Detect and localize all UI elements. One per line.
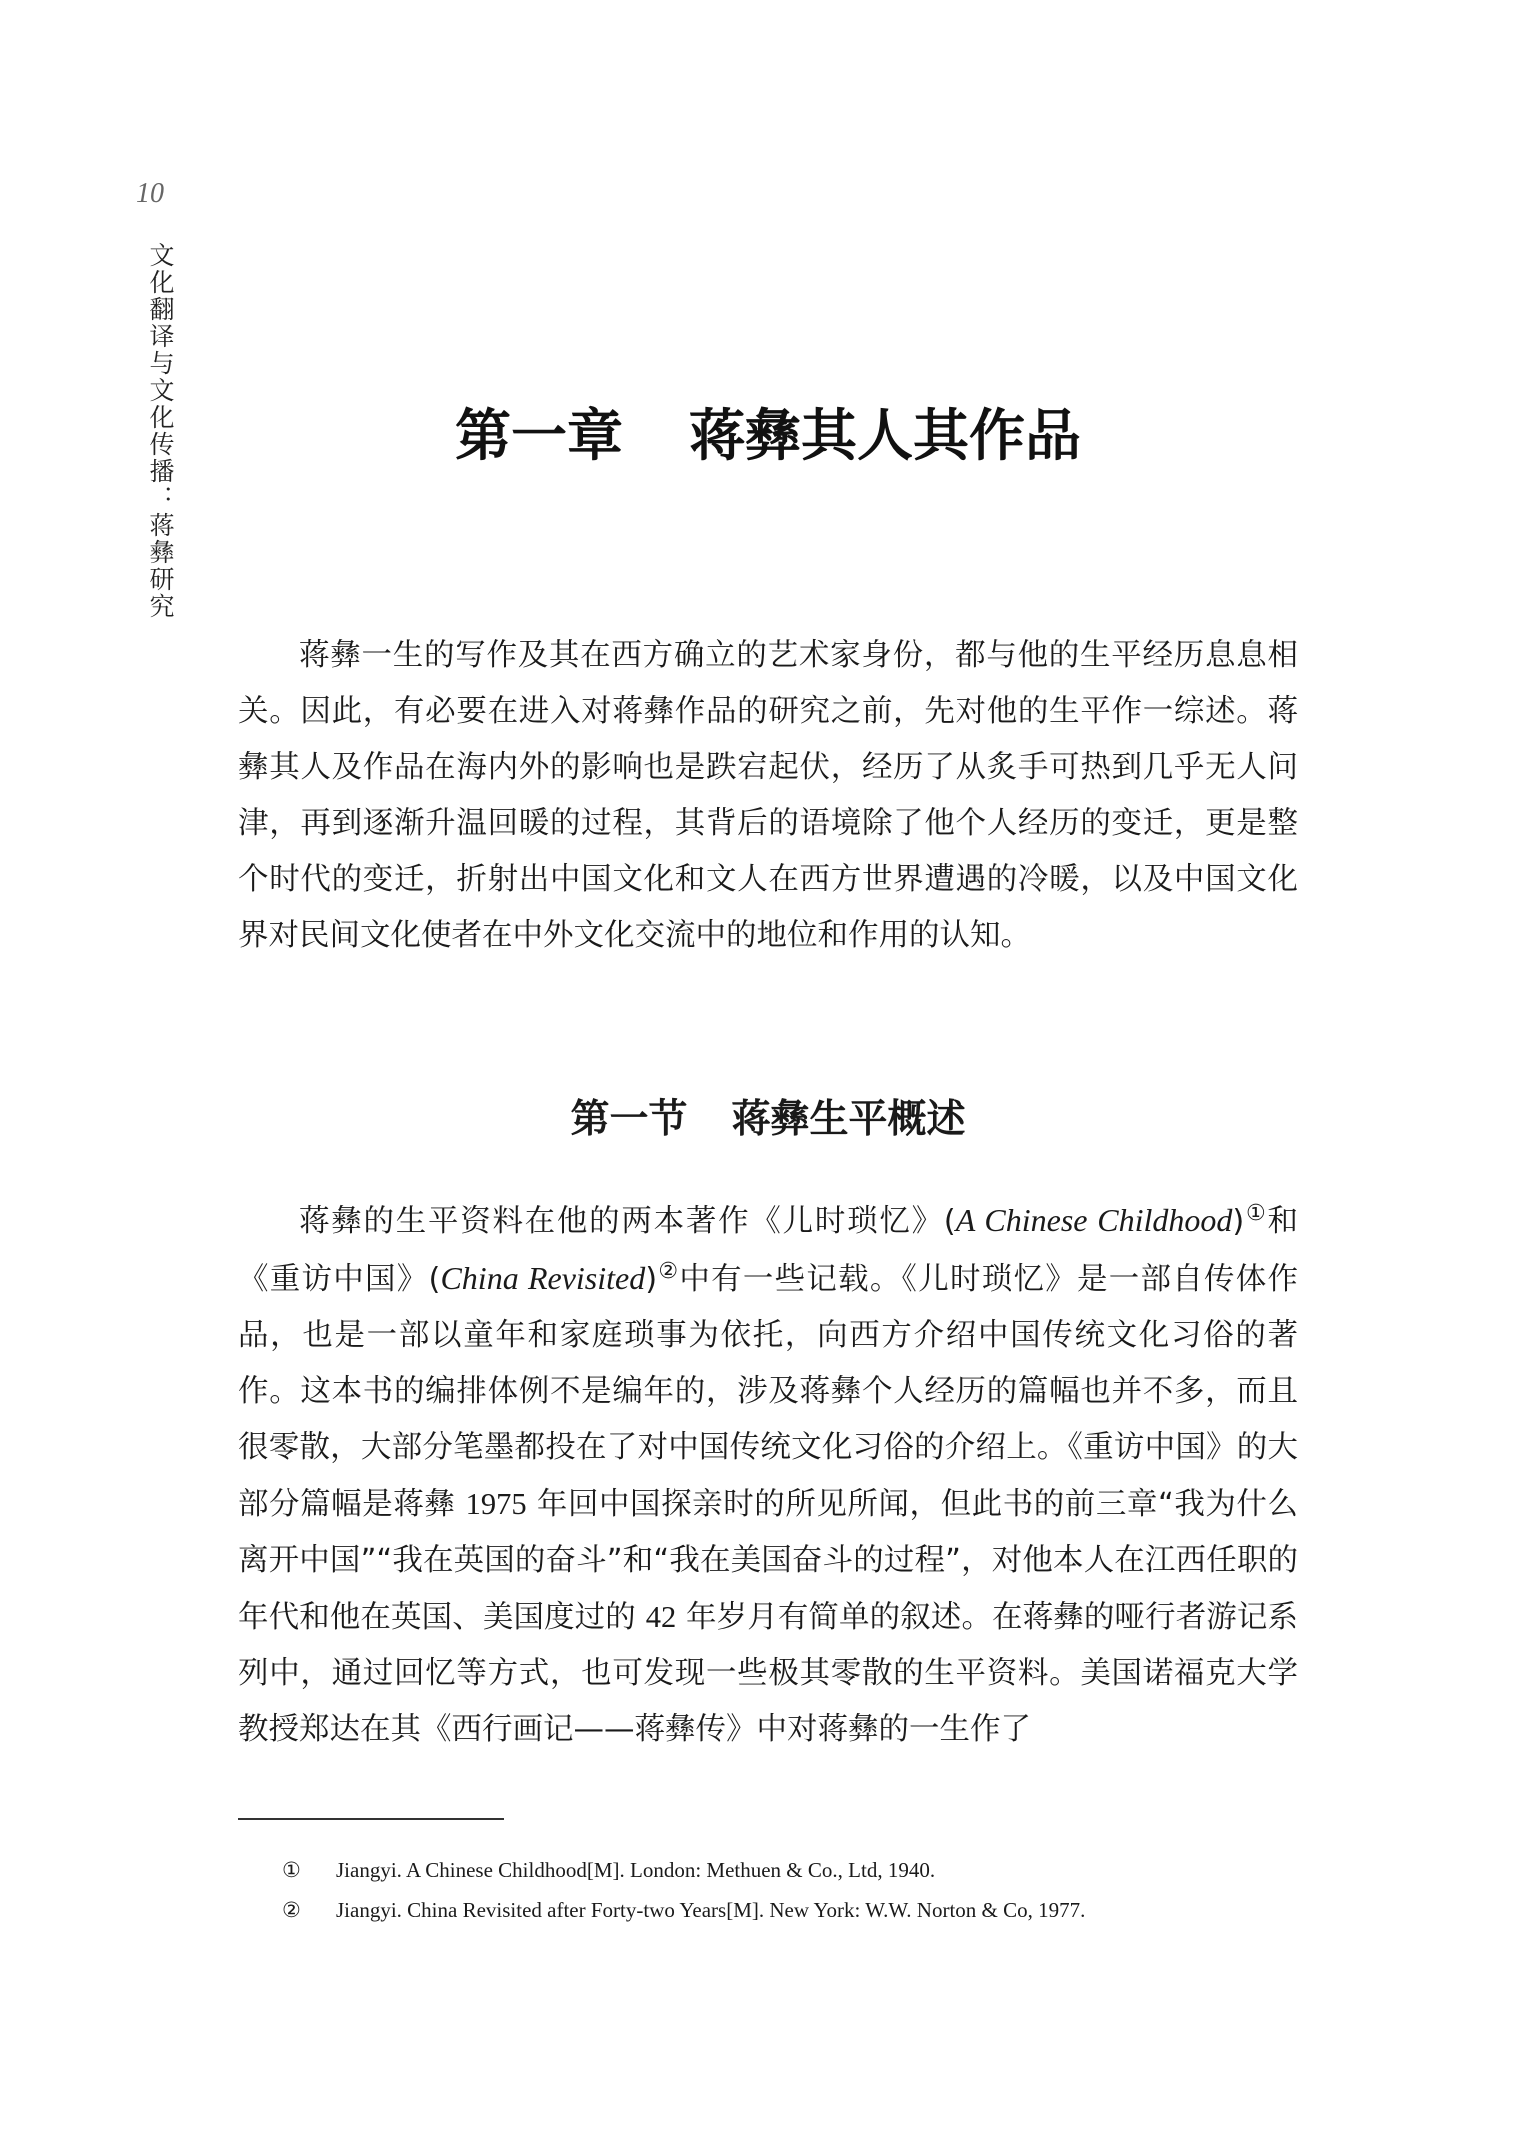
footnote-mark: ① [282, 1858, 301, 1882]
text-run: 蒋彝的生平资料在他的两本著作《儿时琐忆》( [299, 1204, 956, 1239]
footnote-rule [238, 1818, 504, 1820]
chapter-name: 蒋彝其人其作品 [689, 404, 1081, 469]
section-label: 第一节 [570, 1097, 688, 1142]
section-name: 蒋彝生平概述 [731, 1097, 966, 1142]
footnote-text: Jiangyi. A Chinese Childhood[M]. London: Methuen & Co., Ltd, 1940. [336, 1858, 936, 1882]
chapter-label: 第一章 [455, 404, 623, 469]
text-run: 年岁月有简单的叙述。在蒋彝的哑行者游记系列中，通过回忆等方式，也可发现一些极其零散的生平资料。美国诺福克大学教授郑达在其《西行画记——蒋彝传》中对蒋彝的一生作了 [238, 1600, 1299, 1747]
book-title-en: China Revisited [440, 1260, 646, 1296]
book-title-en: A Chinese Childhood [955, 1202, 1233, 1238]
chapter-title [0, 392, 1536, 472]
footnote-1 [282, 1850, 1322, 1890]
footnote-mark: ② [282, 1898, 301, 1922]
text-run: 和《重访中国》( [238, 1204, 1298, 1297]
years-number: 42 [645, 1600, 677, 1634]
year-number: 1975 [465, 1487, 527, 1521]
footnote-ref-2[interactable]: ② [657, 1258, 680, 1284]
intro-paragraph: 蒋彝一生的写作及其在西方确立的艺术家身份，都与他的生平经历息息相关。因此，有必要在进入对蒋彝作品的研究之前，先对他的生平作一综述。蒋彝其人及作品在海内外的影响也是跌宕起伏，经历了从炙手可热到几乎无人问津，再到逐渐升温回暖的过程，其背后的语境除了他个人经历的变迁，更是整个时代的变迁，折射出中国文化和文人在西方世界遭遇的冷暖，以及中国文化界对民间文化使者在中外文化交流中的地位和作用的认知。 [238, 638, 1298, 953]
text-run: 中有一些记载。《儿时琐忆》是一部自传体作品，也是一部以童年和家庭琐事为依托，向西方介绍中国传统文化习俗的著作。这本书的编排体例不是编年的，涉及蒋彝个人经历的篇幅也并不多，而且很零散，大部分笔墨都投在了对中国传统文化习俗的介绍上。《重访中国》的大部分篇幅是蒋彝 [238, 1262, 1299, 1522]
footnote-2 [282, 1890, 1322, 1930]
footnotes [282, 1850, 1322, 1930]
page-number: 10 [136, 178, 164, 209]
text-run: 年回中国探亲时的所见所闻，但此书的前三章“我为什么离开中国”“我在英国的奋斗”和“我在美国奋斗的过程”，对他本人在江西任职的年代和他在英国、美国度过的 [238, 1487, 1298, 1635]
footnote-text: Jiangyi. China Revisited after Forty-two Years[M]. New York: W.W. Norton & Co, 1977. [336, 1898, 1086, 1922]
paren-close: ) [1232, 1204, 1245, 1239]
section-title [0, 1088, 1536, 1144]
section-paragraph [238, 1192, 1298, 1758]
paren-close: ) [645, 1262, 658, 1297]
running-head: 文化翻译与文化传播：蒋彝研究 [146, 242, 175, 620]
footnote-ref-1[interactable]: ① [1244, 1200, 1268, 1226]
